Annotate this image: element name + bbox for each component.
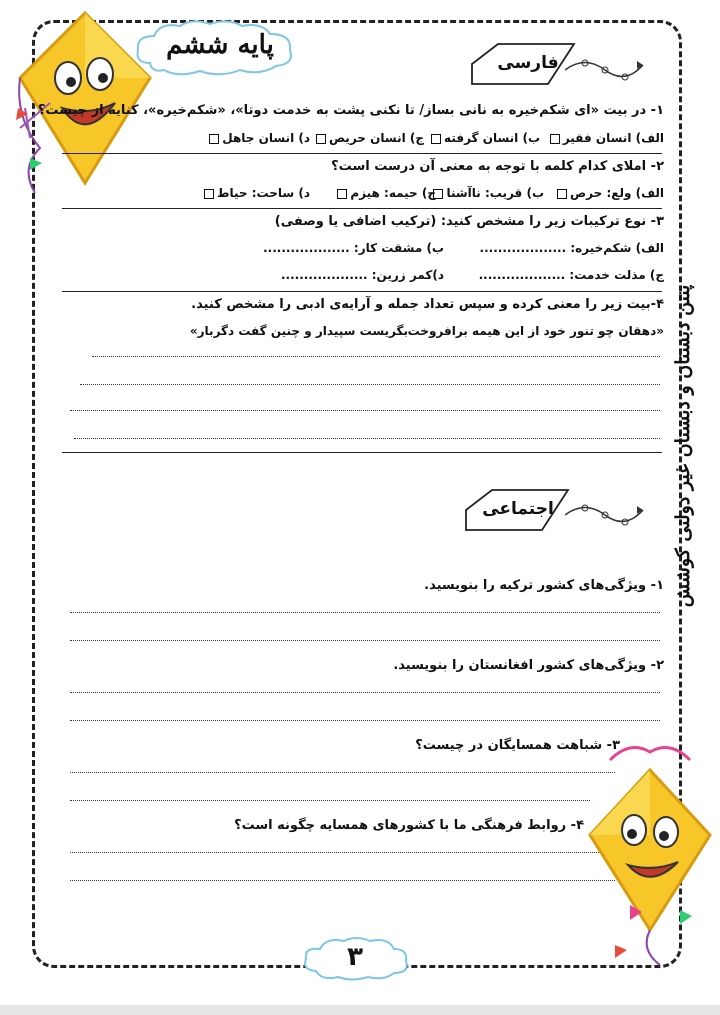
- farsi-q4-verse-left: بگریست سپیدار و چنین گفت دگربار»: [189, 324, 408, 338]
- checkbox-icon[interactable]: [204, 189, 214, 199]
- farsi-q3-item-b: ب) مشقت کار: ...................: [263, 241, 444, 255]
- answer-line[interactable]: [92, 356, 660, 357]
- answer-line[interactable]: [70, 852, 615, 853]
- social-q3-text: ۳- شباهت همسایگان در چیست؟: [415, 738, 620, 753]
- farsi-kite-string: [565, 55, 645, 85]
- side-banner: [648, 230, 718, 670]
- checkbox-icon[interactable]: [337, 189, 347, 199]
- social-kite-string: [565, 500, 645, 530]
- farsi-title: فارسی: [497, 53, 559, 73]
- grade-title: پایه ششم: [166, 30, 274, 60]
- social-title: اجتماعی: [482, 499, 554, 519]
- farsi-q1-option-b[interactable]: ب) انسان گرفته: [431, 131, 540, 145]
- farsi-q1-text: ۱- در بیت «ای شکم‌خیره به نانی بساز/ تا نکنی پشت به خدمت دوتا»، «شکم‌خیره»، کنایه از چیست؟: [37, 103, 664, 118]
- social-q2-text: ۲- ویژگی‌های کشور افغانستان را بنویسید.: [393, 658, 664, 673]
- checkbox-icon[interactable]: [431, 134, 441, 144]
- farsi-q2-option-c[interactable]: ج) حیمه: هیزم: [337, 186, 436, 200]
- farsi-q1-option-a[interactable]: الف) انسان فقیر: [550, 131, 664, 145]
- bottom-strip: [0, 1005, 720, 1015]
- side-banner-text: پنتن دبستان و دبستان غیر دولتی کوشش: [672, 284, 694, 608]
- farsi-q2-option-a[interactable]: الف) ولع: حرص: [557, 186, 664, 200]
- answer-line[interactable]: [70, 772, 615, 773]
- farsi-q2-text: ۲- املای کدام کلمه با توجه به معنی آن درست است؟: [331, 159, 664, 174]
- answer-line[interactable]: [70, 410, 660, 411]
- answer-line[interactable]: [70, 612, 660, 613]
- answer-line[interactable]: [70, 640, 660, 641]
- farsi-q3-text: ۳- نوع ترکیبات زیر را مشخص کنید: (ترکیب اضافی یا وصفی): [274, 214, 664, 229]
- farsi-q4-text: ۴-بیت زیر را معنی کرده و سپس تعداد جمله و آرایه‌ی ادبی را مشخص کنید.: [191, 297, 664, 312]
- farsi-q4-verse-right: «دهقان چو تنور خود از این هیمه برافروخت: [407, 324, 664, 338]
- divider: [62, 452, 662, 453]
- answer-line[interactable]: [80, 384, 660, 385]
- answer-line[interactable]: [70, 692, 660, 693]
- divider: [62, 208, 662, 209]
- divider: [62, 291, 662, 292]
- answer-line[interactable]: [74, 438, 660, 439]
- farsi-q3-item-c: ج) مذلت خدمت: ...................: [478, 268, 664, 282]
- social-q4-text: ۴- روابط فرهنگی ما با کشورهای همسایه چگونه است؟: [234, 818, 584, 833]
- farsi-q2-option-b[interactable]: ب) قریب: ناآشنا: [433, 186, 544, 200]
- checkbox-icon[interactable]: [316, 134, 326, 144]
- answer-line[interactable]: [70, 720, 660, 721]
- answer-line[interactable]: [70, 800, 590, 801]
- checkbox-icon[interactable]: [557, 189, 567, 199]
- farsi-q3-item-d: د)کمر زرین: ...................: [280, 268, 444, 282]
- farsi-q3-item-a: الف) شکم‌خیره: ...................: [479, 241, 664, 255]
- kite-illustration-bottom: [570, 740, 720, 970]
- checkbox-icon[interactable]: [209, 134, 219, 144]
- page-number: ۳: [347, 942, 363, 972]
- farsi-q1-option-d[interactable]: د) انسان جاهل: [209, 131, 310, 145]
- answer-line[interactable]: [70, 880, 615, 881]
- farsi-q2-option-d[interactable]: د) ساحت: حیاط: [204, 186, 310, 200]
- social-q1-text: ۱- ویژگی‌های کشور ترکیه را بنویسید.: [424, 578, 664, 593]
- divider: [62, 153, 662, 154]
- checkbox-icon[interactable]: [550, 134, 560, 144]
- farsi-q1-option-c[interactable]: ج) انسان حریص: [316, 131, 424, 145]
